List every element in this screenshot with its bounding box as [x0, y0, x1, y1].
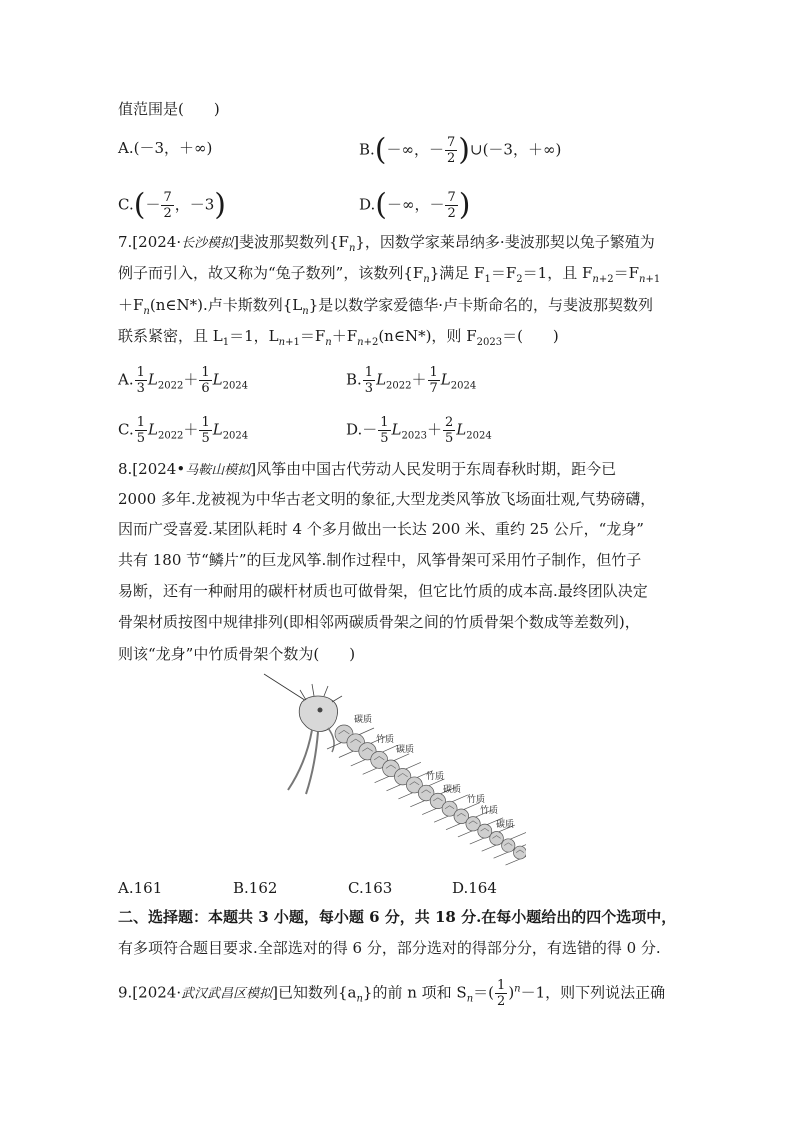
subscript: 2024	[450, 380, 477, 392]
fraction	[445, 190, 457, 221]
plus: ＋	[426, 420, 442, 439]
q8-option-b[interactable]	[233, 877, 277, 899]
q8-number: 8.[2024	[118, 460, 177, 478]
q8-source-tag: 马鞍山模拟	[185, 463, 251, 478]
fraction	[445, 135, 457, 166]
text: 例子而引入，故又称为“兔子数列”，该数列{F	[118, 264, 424, 282]
var-L: L	[440, 370, 451, 389]
var-L: L	[456, 420, 467, 439]
var-L: L	[391, 420, 402, 439]
paren-right: )	[214, 187, 226, 223]
q6-option-b[interactable]	[359, 132, 562, 168]
text: －1，则下列说法正确	[520, 983, 666, 1002]
paren-left: (	[375, 187, 387, 223]
text: ＝1，L	[229, 327, 279, 345]
option-text: B.162	[233, 879, 278, 897]
q7-line-4: 联系紧密，且 $L_1=1$，$L_{n+1}=F_n+F_{n+2}(n\in N*)$，则 $F_{2023}=$( )	[118, 327, 559, 348]
fraction	[443, 415, 455, 446]
fraction	[161, 190, 173, 221]
denominator: 2	[447, 206, 456, 221]
label-carbon-1: 碳质	[354, 715, 373, 725]
denominator: 5	[201, 431, 210, 446]
q6-option-a[interactable]	[118, 137, 212, 159]
text: ＝F	[490, 264, 517, 282]
denominator: 2	[163, 206, 172, 221]
numerator: 1	[201, 415, 210, 430]
denominator: 5	[444, 431, 454, 446]
text: ＝1，且 F	[522, 264, 593, 282]
text: 2000 多年.龙被视为中华古老文明的象征,大型龙类风筝放飞场面壮观,气势磅礴，	[118, 490, 656, 508]
var-L: L	[212, 370, 223, 389]
subscript: 2022	[386, 380, 412, 392]
var-L: L	[376, 370, 387, 389]
text: ＝F	[613, 264, 640, 282]
denominator: 2	[447, 151, 456, 166]
q9-source-tag: 武汉武昌区模拟	[181, 986, 273, 1002]
paren-right: )	[458, 187, 471, 223]
q7-number: 7.[2024·	[118, 233, 182, 251]
fraction	[378, 415, 390, 446]
text: }的前 n 项和 S	[362, 983, 467, 1002]
q8-line-6	[118, 611, 640, 633]
fraction	[135, 415, 147, 446]
numerator: 1	[201, 365, 210, 380]
q7-option-c[interactable]	[118, 415, 248, 448]
subscript: 2023	[401, 430, 427, 442]
text: 骨架材质按图中规律排列(即相邻两碳质骨架之间的竹质骨架个数成等差数列)，	[118, 613, 640, 631]
text: 共有 180 节“鳞片”的巨龙风筝.制作过程中，风筝骨架可采用竹子制作，但竹子	[118, 551, 642, 569]
numerator: 7	[447, 135, 456, 150]
denominator: 3	[136, 381, 145, 396]
numerator: 1	[364, 365, 374, 380]
subscript: 2022	[157, 430, 184, 442]
text: ＝F	[299, 327, 326, 345]
option-label: D.－	[346, 420, 378, 439]
plus: ＋	[183, 370, 199, 389]
plus: ＋	[411, 370, 427, 389]
option-text: D.164	[452, 879, 497, 897]
option-text: C.163	[348, 879, 393, 897]
body-scale-segment	[478, 824, 492, 838]
paren-left: (	[374, 132, 387, 168]
numerator: 1	[497, 978, 506, 993]
body-scale-segment	[490, 831, 504, 845]
numerator: 1	[429, 365, 438, 380]
text: }满足 F	[429, 264, 485, 282]
text: ＝(	[473, 983, 495, 1002]
label-carbon-3: 碳质	[443, 785, 462, 795]
denominator: 2	[497, 994, 506, 1009]
text: 二、选择题：本题共 3 小题，每小题 6 分，共 18 分.在每小题给出的四个选项中，	[118, 908, 677, 926]
subscript: 2024	[466, 430, 492, 442]
denominator: 5	[380, 431, 389, 446]
var-L: L	[212, 420, 223, 439]
text: ]斐波那契数列{F	[233, 233, 349, 251]
label-bamboo-2: 竹质	[426, 772, 445, 782]
q8-line-5	[118, 580, 648, 602]
text: 有多项符合题目要求.全部选对的得 6 分，部分选对的得部分分，有选错的得 0 分.	[118, 939, 661, 957]
q8-line-7	[118, 643, 355, 665]
dragon-body	[327, 725, 526, 865]
text: ]已知数列{a	[272, 983, 357, 1002]
q8-option-c[interactable]	[348, 877, 392, 899]
fraction	[199, 365, 211, 396]
denominator: 3	[364, 381, 374, 396]
paren-right: )	[458, 132, 471, 168]
q9-number: 9.[2024·	[118, 983, 182, 1002]
q7-line-2: 例子而引入，故又称为“兔子数列”，该数列$\{F_n\}$满足 $F_1=F_2=1$，且 $F_{n+2}=F_{n+1}$	[118, 264, 661, 285]
denominator: 5	[136, 431, 145, 446]
label-bamboo-4: 竹质	[480, 806, 499, 816]
text: ]风筝由中国古代劳动人民发明于东周春秋时期，距今已	[250, 460, 617, 478]
denominator: 7	[429, 381, 438, 396]
dragon-kite-figure	[262, 672, 526, 866]
q8-line-1	[118, 458, 616, 482]
label-bamboo-3: 竹质	[467, 795, 486, 805]
text: )	[508, 983, 515, 1002]
text: (n∈N*).卢卡斯数列{L	[149, 296, 303, 314]
q6-option-d[interactable]	[359, 187, 471, 223]
q7-option-b[interactable]	[346, 365, 476, 398]
q6-option-d-part: －∞，－	[386, 195, 445, 214]
text: ＝( )	[502, 327, 559, 345]
plus: ＋	[183, 420, 199, 439]
label-carbon-4: 碳质	[496, 820, 515, 830]
q7-option-a[interactable]	[118, 365, 248, 398]
q8-option-a[interactable]	[118, 877, 162, 899]
text: ＋F	[331, 327, 358, 345]
q6-option-c-label: C.	[118, 195, 134, 214]
q7-source-tag: 长沙模拟	[181, 236, 234, 251]
text: 因而广受喜爱.某团队耗时 4 个多月做出一长达 200 米、重约 25 公斤，“龙身”	[118, 520, 644, 538]
text: 易断，还有一种耐用的碳杆材质也可做骨架，但它比竹质的成本高.最终团队决定	[118, 582, 648, 600]
text: }，因数学家莱昂纳多·斐波那契以兔子繁殖为	[355, 233, 655, 251]
fraction	[135, 365, 147, 396]
fraction	[495, 978, 507, 1009]
q6-option-c[interactable]	[118, 187, 226, 223]
subscript: 2024	[222, 430, 249, 442]
option-label: C.	[118, 420, 134, 439]
label-bamboo-1: 竹质	[376, 735, 395, 745]
fraction	[199, 415, 211, 446]
q8-option-d[interactable]	[452, 877, 497, 899]
numerator: 1	[136, 365, 145, 380]
body-scale-segment	[502, 839, 515, 852]
text: }是以数学家爱德华·卢卡斯命名的，与斐波那契数列	[308, 296, 654, 314]
option-label: A.	[118, 370, 134, 389]
numerator: 1	[136, 415, 145, 430]
fraction	[428, 365, 440, 396]
dragon-head	[288, 684, 342, 794]
option-label: B.	[346, 370, 362, 389]
q7-line-3: $+F_n(n\in N*)$.卢卡斯数列$\{L_n\}$是以数学家爱德华·卢卡斯命名的，与斐波那契数列	[118, 296, 654, 317]
text: ＋F	[118, 296, 144, 314]
q6-option-d-label: D.	[359, 195, 376, 214]
q6-tail-text: 值范围是( )	[118, 100, 220, 118]
text: (n∈N*)，则 F	[378, 327, 477, 345]
var-L: L	[148, 420, 158, 439]
q6-option-c-tail: ，－3	[174, 195, 215, 214]
numerator: 7	[447, 190, 456, 205]
q8-line-2	[118, 488, 655, 510]
label-carbon-2: 碳质	[396, 745, 415, 755]
denominator: 6	[201, 381, 210, 396]
text: 联系紧密，且 L	[118, 327, 223, 345]
q6-option-a-text: A.(－3，＋∞)	[118, 139, 213, 157]
section-2-note	[118, 937, 661, 959]
numerator: 7	[163, 190, 172, 205]
q8-line-3	[118, 518, 644, 540]
q6-stem-tail	[118, 98, 220, 120]
text: 则该“龙身”中竹质骨架个数为( )	[118, 645, 356, 663]
numerator: 1	[380, 415, 389, 430]
q6-option-b-label: B.	[359, 140, 375, 159]
option-text: A.161	[118, 879, 163, 897]
bullet: •	[176, 460, 186, 478]
var-L: L	[147, 370, 158, 389]
numerator: 2	[444, 415, 454, 430]
body-scale-segment	[514, 846, 527, 859]
paren-left: (	[133, 187, 146, 223]
q6-option-b-tail: ∪(－3，＋∞)	[470, 140, 562, 159]
q6-option-c-part: －	[145, 195, 161, 214]
section-2-heading	[118, 906, 676, 928]
q7-line-1: 7.[2024·长沙模拟]斐波那契数列$\{F_n\}$，因数学家莱昂纳多·斐波那契以兔子繁殖为	[118, 233, 655, 254]
q7-option-d[interactable]	[346, 415, 492, 448]
q6-option-b-part: －∞，－	[386, 140, 445, 159]
subscript: 2022	[157, 380, 184, 392]
q8-line-4	[118, 549, 641, 571]
fraction	[363, 365, 375, 396]
subscript: 2024	[222, 380, 249, 392]
q9-line-1: 9.[2024·武汉武昌区模拟]已知数列$\{a_n\}$的前 n 项和 $S_n=$( $\frac{1}{2}$ )$^n$－1，则下列说法正确	[118, 978, 666, 1009]
